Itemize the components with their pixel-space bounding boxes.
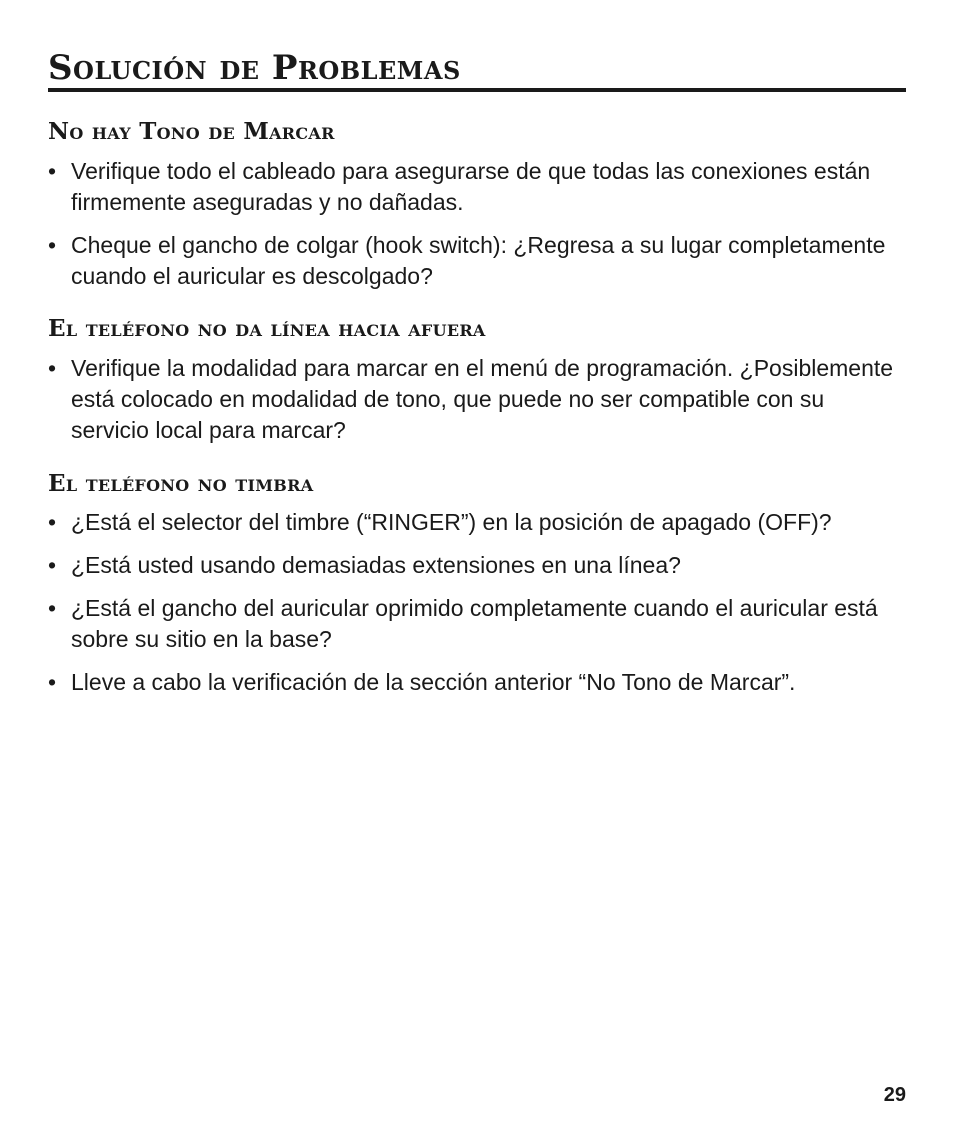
list-item-text: ¿Está el selector del timbre (“RINGER”) en la posición de apagado (OFF)? bbox=[71, 509, 832, 535]
list-item-text: Lleve a cabo la verificación de la sección anterior “No Tono de Marcar”. bbox=[71, 669, 796, 695]
bullet-icon: • bbox=[48, 232, 57, 258]
page-title: Solución de Problemas bbox=[48, 48, 461, 88]
bullet-icon: • bbox=[48, 552, 57, 578]
list-item bbox=[48, 550, 906, 581]
list-item-text: Verifique la modalidad para marcar en el menú de programación. ¿Posiblemente está colocado en modalidad de tono, que puede no ser compatible con su servicio local para marcar? bbox=[71, 355, 894, 443]
section-heading-no-ring: El teléfono no timbra bbox=[48, 470, 314, 497]
list-item-text: ¿Está el gancho del auricular oprimido completamente cuando el auricular está sobre su sitio en la base? bbox=[71, 595, 878, 652]
page-number: 29 bbox=[883, 1084, 906, 1106]
list-item bbox=[48, 667, 906, 698]
section-heading-no-dial-tone: No hay Tono de Marcar bbox=[48, 118, 335, 145]
section-list-no-dial-tone bbox=[48, 156, 906, 304]
list-item-text: ¿Está usted usando demasiadas extensiones en una línea? bbox=[71, 552, 681, 578]
list-item bbox=[48, 507, 906, 538]
list-item bbox=[48, 593, 906, 655]
list-item-text: Verifique todo el cableado para asegurarse de que todas las conexiones están firmemente aseguradas y no dañadas. bbox=[71, 158, 871, 215]
title-underline-rule bbox=[48, 88, 906, 92]
section-heading-no-outside-line: El teléfono no da línea hacia afuera bbox=[48, 315, 486, 342]
bullet-icon: • bbox=[48, 509, 57, 535]
bullet-icon: • bbox=[48, 158, 57, 184]
list-item-text: Cheque el gancho de colgar (hook switch): ¿Regresa a su lugar completamente cuando el auricular es descolgado? bbox=[71, 232, 886, 289]
list-item bbox=[48, 230, 906, 292]
bullet-icon: • bbox=[48, 669, 57, 695]
list-item bbox=[48, 156, 906, 218]
list-item bbox=[48, 353, 906, 446]
bullet-icon: • bbox=[48, 355, 57, 381]
section-list-no-outside-line bbox=[48, 353, 906, 458]
section-list-no-ring bbox=[48, 507, 906, 710]
bullet-icon: • bbox=[48, 595, 57, 621]
